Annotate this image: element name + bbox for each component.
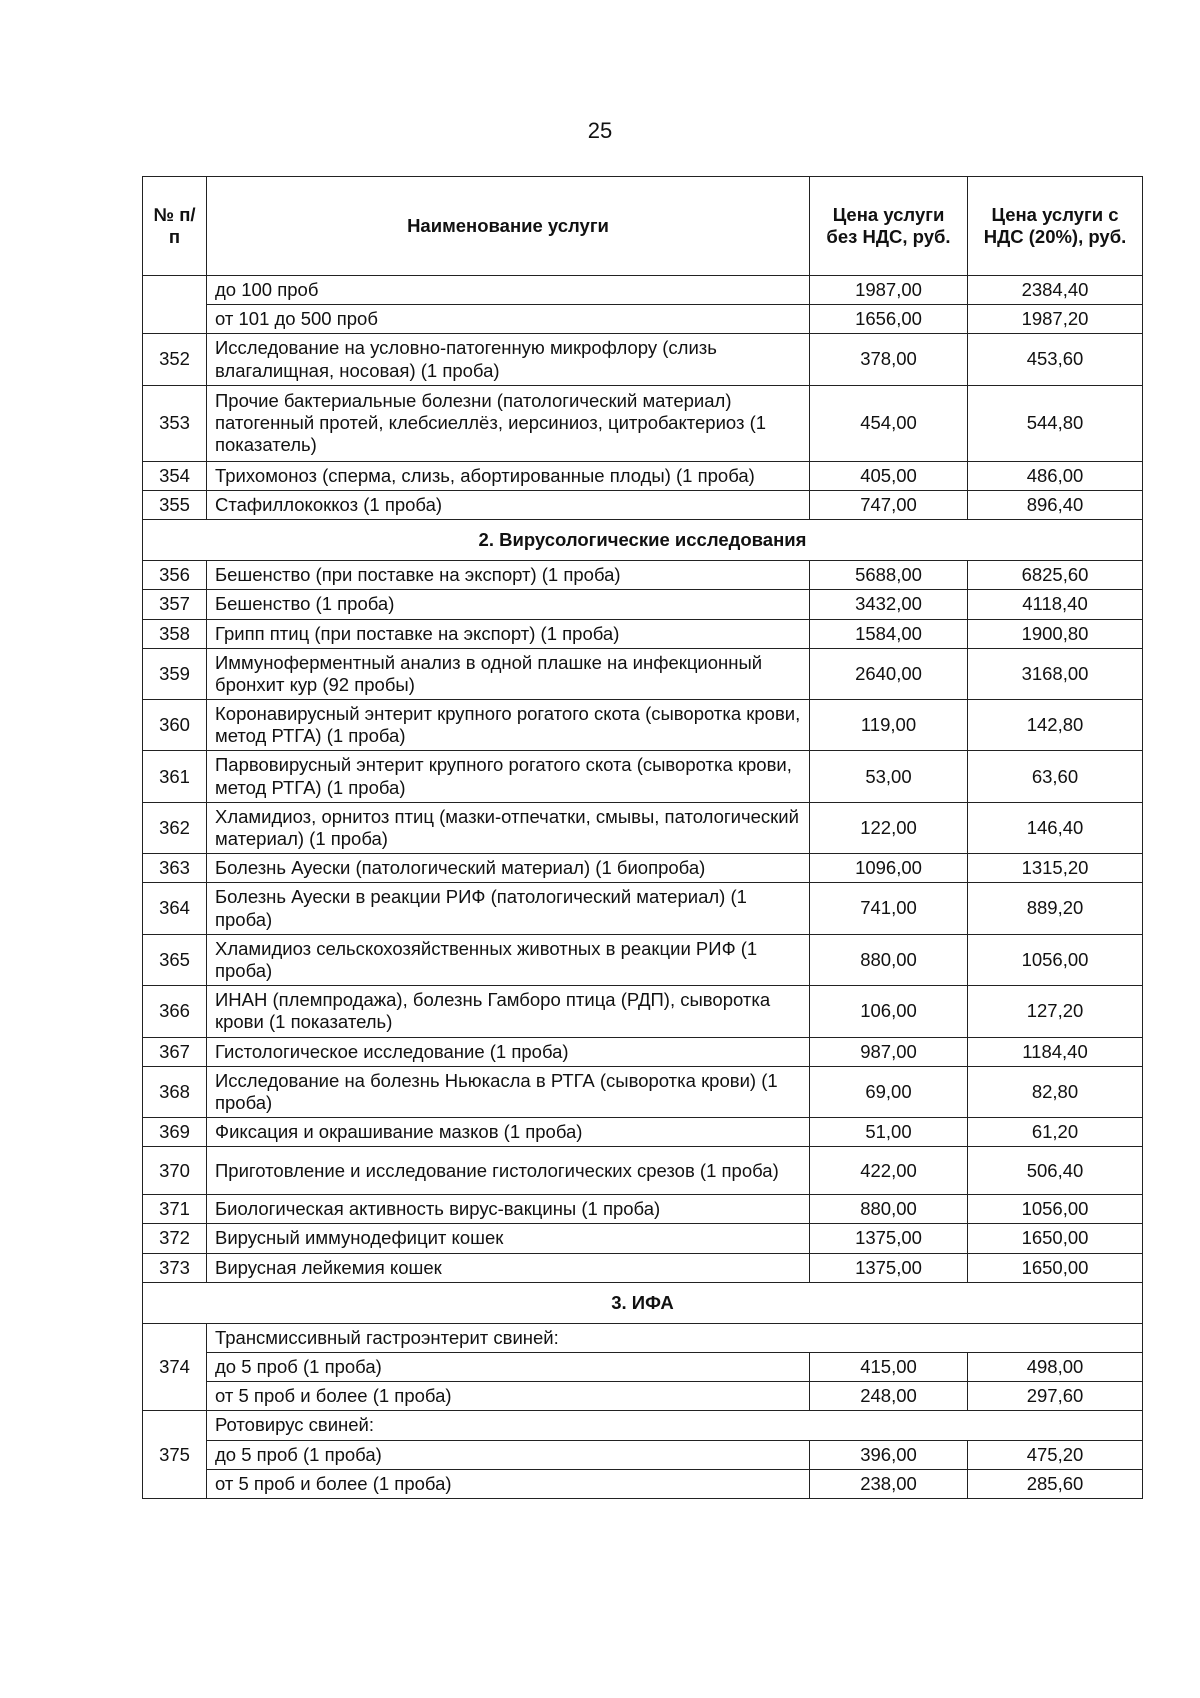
row-number: 365: [143, 934, 207, 985]
service-name: Парвовирусный энтерит крупного рогатого скота (сыворотка крови, метод РТГА) (1 проба): [207, 751, 810, 802]
table-row: [143, 1224, 1143, 1253]
table-row: [143, 385, 1143, 461]
row-number: 366: [143, 986, 207, 1037]
price-no-vat: 987,00: [810, 1037, 968, 1066]
price-no-vat: 1987,00: [810, 276, 968, 305]
price-table: [142, 176, 1143, 1499]
table-row: [143, 461, 1143, 490]
table-row: [143, 305, 1143, 334]
price-with-vat: 1056,00: [968, 1195, 1143, 1224]
row-number: 368: [143, 1066, 207, 1117]
price-no-vat: 880,00: [810, 934, 968, 985]
row-number: 363: [143, 854, 207, 883]
row-number: 373: [143, 1253, 207, 1282]
row-number: 371: [143, 1195, 207, 1224]
price-with-vat: 1315,20: [968, 854, 1143, 883]
price-no-vat: 880,00: [810, 1195, 968, 1224]
row-number: 364: [143, 883, 207, 934]
service-name: Вирусная лейкемия кошек: [207, 1253, 810, 1282]
table-row: [143, 590, 1143, 619]
price-with-vat: 61,20: [968, 1118, 1143, 1147]
price-with-vat: 1900,80: [968, 619, 1143, 648]
service-name: от 5 проб и более (1 проба): [207, 1382, 810, 1411]
service-name: Исследование на болезнь Ньюкасла в РТГА (сыворотка крови) (1 проба): [207, 1066, 810, 1117]
service-name: Грипп птиц (при поставке на экспорт) (1 проба): [207, 619, 810, 648]
header-price-vat: Цена услуги с НДС (20%), руб.: [968, 177, 1143, 276]
price-no-vat: 5688,00: [810, 561, 968, 590]
price-with-vat: 6825,60: [968, 561, 1143, 590]
price-no-vat: 454,00: [810, 385, 968, 461]
row-number: 360: [143, 700, 207, 751]
price-with-vat: 896,40: [968, 490, 1143, 519]
row-number: 372: [143, 1224, 207, 1253]
price-no-vat: 1375,00: [810, 1224, 968, 1253]
section-row: [143, 520, 1143, 561]
row-number: 370: [143, 1147, 207, 1195]
table-row: [143, 700, 1143, 751]
service-name: Биологическая активность вирус-вакцины (1 проба): [207, 1195, 810, 1224]
price-no-vat: 51,00: [810, 1118, 968, 1147]
section-title: 2. Вирусологические исследования: [143, 520, 1143, 561]
service-name: Вирусный иммунодефицит кошек: [207, 1224, 810, 1253]
price-with-vat: 146,40: [968, 802, 1143, 853]
price-with-vat: 3168,00: [968, 648, 1143, 699]
service-name: Гистологическое исследование (1 проба): [207, 1037, 810, 1066]
price-with-vat: 453,60: [968, 334, 1143, 385]
service-name: Иммуноферментный анализ в одной плашке на инфекционный бронхит кур (92 пробы): [207, 648, 810, 699]
table-row: [143, 854, 1143, 883]
table-row: [143, 802, 1143, 853]
table-row: [143, 1147, 1143, 1195]
header-name: Наименование услуги: [207, 177, 810, 276]
table-row: [143, 1411, 1143, 1440]
table-row: [143, 1382, 1143, 1411]
row-number: 357: [143, 590, 207, 619]
service-name: Бешенство (при поставке на экспорт) (1 проба): [207, 561, 810, 590]
table-row: [143, 1440, 1143, 1469]
row-number: [143, 276, 207, 334]
row-number: 354: [143, 461, 207, 490]
table-row: [143, 1066, 1143, 1117]
price-with-vat: 506,40: [968, 1147, 1143, 1195]
price-no-vat: 1656,00: [810, 305, 968, 334]
table-row: [143, 986, 1143, 1037]
row-number: 356: [143, 561, 207, 590]
row-number: 352: [143, 334, 207, 385]
price-no-vat: 1584,00: [810, 619, 968, 648]
price-no-vat: 1375,00: [810, 1253, 968, 1282]
price-with-vat: 4118,40: [968, 590, 1143, 619]
price-with-vat: 285,60: [968, 1469, 1143, 1498]
service-name: Болезнь Ауески в реакции РИФ (патологический материал) (1 проба): [207, 883, 810, 934]
price-with-vat: 475,20: [968, 1440, 1143, 1469]
price-no-vat: 248,00: [810, 1382, 968, 1411]
price-with-vat: 889,20: [968, 883, 1143, 934]
service-name: до 5 проб (1 проба): [207, 1353, 810, 1382]
price-no-vat: 106,00: [810, 986, 968, 1037]
price-no-vat: 741,00: [810, 883, 968, 934]
price-with-vat: 2384,40: [968, 276, 1143, 305]
service-name: ИНАН (племпродажа), болезнь Гамборо птица (РДП), сыворотка крови (1 показатель): [207, 986, 810, 1037]
row-number: 358: [143, 619, 207, 648]
section-title: 3. ИФА: [143, 1282, 1143, 1323]
table-row: [143, 751, 1143, 802]
service-name: Стафиллококкоз (1 проба): [207, 490, 810, 519]
price-no-vat: 2640,00: [810, 648, 968, 699]
table-row: [143, 619, 1143, 648]
price-with-vat: 142,80: [968, 700, 1143, 751]
table-row: [143, 490, 1143, 519]
price-no-vat: 119,00: [810, 700, 968, 751]
service-name: Исследование на условно-патогенную микрофлору (слизь влагалищная, носовая) (1 проба): [207, 334, 810, 385]
service-name: Хламидиоз, орнитоз птиц (мазки-отпечатки, смывы, патологический материал) (1 проба): [207, 802, 810, 853]
price-no-vat: 422,00: [810, 1147, 968, 1195]
row-number: 353: [143, 385, 207, 461]
row-number: 369: [143, 1118, 207, 1147]
price-with-vat: 1056,00: [968, 934, 1143, 985]
price-no-vat: 415,00: [810, 1353, 968, 1382]
table-row: [143, 648, 1143, 699]
table-row: [143, 1195, 1143, 1224]
price-with-vat: 63,60: [968, 751, 1143, 802]
price-with-vat: 1650,00: [968, 1253, 1143, 1282]
row-number: 359: [143, 648, 207, 699]
table-row: [143, 1353, 1143, 1382]
service-name: Фиксация и окрашивание мазков (1 проба): [207, 1118, 810, 1147]
table-row: [143, 1323, 1143, 1352]
row-number: 375: [143, 1411, 207, 1499]
price-no-vat: 69,00: [810, 1066, 968, 1117]
table-body: [143, 276, 1143, 1499]
header-price-no-vat: Цена услуги без НДС, руб.: [810, 177, 968, 276]
table-row: [143, 1037, 1143, 1066]
service-name: от 5 проб и более (1 проба): [207, 1469, 810, 1498]
service-name: от 101 до 500 проб: [207, 305, 810, 334]
table-row: [143, 561, 1143, 590]
price-no-vat: 396,00: [810, 1440, 968, 1469]
price-no-vat: 378,00: [810, 334, 968, 385]
row-number: 367: [143, 1037, 207, 1066]
table-row: [143, 883, 1143, 934]
service-group-title: Ротовирус свиней:: [207, 1411, 1143, 1440]
price-with-vat: 127,20: [968, 986, 1143, 1037]
price-with-vat: 1184,40: [968, 1037, 1143, 1066]
price-with-vat: 486,00: [968, 461, 1143, 490]
header-num: № п/п: [143, 177, 207, 276]
service-name: Бешенство (1 проба): [207, 590, 810, 619]
price-with-vat: 82,80: [968, 1066, 1143, 1117]
table-row: [143, 276, 1143, 305]
service-group-title: Трансмиссивный гастроэнтерит свиней:: [207, 1323, 1143, 1352]
service-name: Хламидиоз сельскохозяйственных животных в реакции РИФ (1 проба): [207, 934, 810, 985]
price-with-vat: 297,60: [968, 1382, 1143, 1411]
service-name: до 100 проб: [207, 276, 810, 305]
table-row: [143, 934, 1143, 985]
table-row: [143, 1118, 1143, 1147]
price-no-vat: 3432,00: [810, 590, 968, 619]
section-row: [143, 1282, 1143, 1323]
service-name: Трихомоноз (сперма, слизь, абортированные плоды) (1 проба): [207, 461, 810, 490]
row-number: 374: [143, 1323, 207, 1411]
row-number: 355: [143, 490, 207, 519]
table-header-row: [143, 177, 1143, 276]
price-no-vat: 405,00: [810, 461, 968, 490]
table-row: [143, 334, 1143, 385]
price-no-vat: 122,00: [810, 802, 968, 853]
service-name: Болезнь Ауески (патологический материал) (1 биопроба): [207, 854, 810, 883]
price-no-vat: 238,00: [810, 1469, 968, 1498]
row-number: 362: [143, 802, 207, 853]
price-with-vat: 1987,20: [968, 305, 1143, 334]
service-name: до 5 проб (1 проба): [207, 1440, 810, 1469]
service-name: Приготовление и исследование гистологических срезов (1 проба): [207, 1147, 810, 1195]
page-number: 25: [587, 118, 613, 143]
price-with-vat: 1650,00: [968, 1224, 1143, 1253]
service-name: Прочие бактериальные болезни (патологический материал) патогенный протей, клебсиеллёз, иерсиниоз, цитробактериоз (1 показатель): [207, 385, 810, 461]
row-number: 361: [143, 751, 207, 802]
price-with-vat: 498,00: [968, 1353, 1143, 1382]
price-with-vat: 544,80: [968, 385, 1143, 461]
service-name: Коронавирусный энтерит крупного рогатого скота (сыворотка крови, метод РТГА) (1 проба): [207, 700, 810, 751]
price-no-vat: 53,00: [810, 751, 968, 802]
table-row: [143, 1469, 1143, 1498]
price-no-vat: 1096,00: [810, 854, 968, 883]
table-row: [143, 1253, 1143, 1282]
price-no-vat: 747,00: [810, 490, 968, 519]
